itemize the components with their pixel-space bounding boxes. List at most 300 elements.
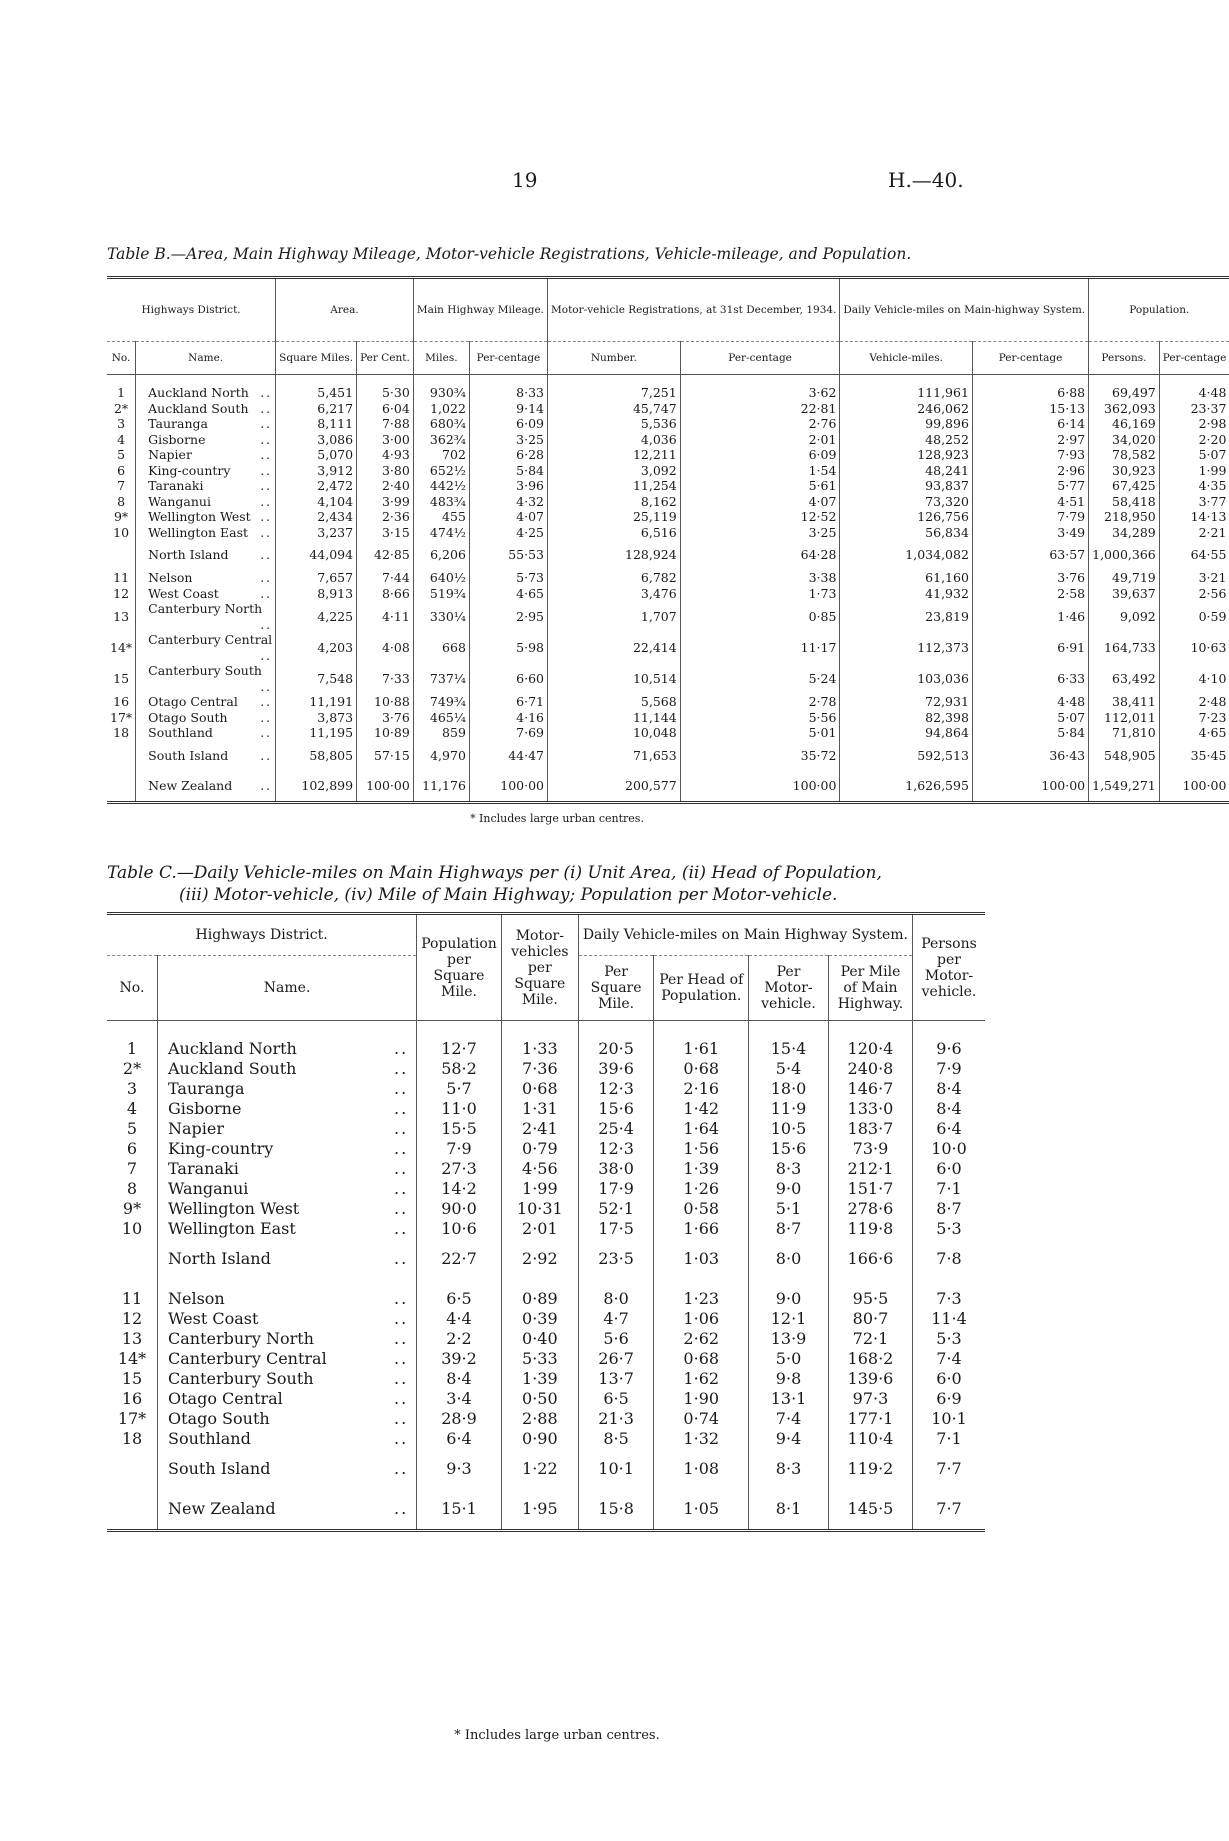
row-number: 5 xyxy=(117,447,126,462)
cell-mi: 640½ xyxy=(413,570,469,586)
district-name: Auckland South xyxy=(148,400,249,416)
cell-d: 1·61 xyxy=(654,1021,749,1060)
cell-mi: 455 xyxy=(413,509,469,525)
district-name-cell xyxy=(158,1059,417,1079)
cell-mpc: 6·28 xyxy=(469,447,547,463)
leader-dots: .. xyxy=(260,416,273,431)
table-b xyxy=(107,276,1229,804)
district-name: South Island xyxy=(148,747,229,763)
district-name-cell xyxy=(158,1389,417,1409)
cell-ppc: 14·13 xyxy=(1159,509,1229,525)
cell-pc: 4·93 xyxy=(357,447,414,463)
cell-reg: 10,514 xyxy=(548,663,681,694)
cell-reg: 3,092 xyxy=(548,463,681,479)
spacer-cell xyxy=(578,1279,654,1289)
leader-dots: .. xyxy=(394,1309,409,1328)
cell-pop: 46,169 xyxy=(1089,416,1160,432)
district-name: Southland xyxy=(148,725,213,740)
cell-d: 1·06 xyxy=(654,1309,749,1329)
row-number: 5 xyxy=(126,1119,138,1138)
cell-c: 23·5 xyxy=(578,1239,654,1279)
district-name-cell xyxy=(136,741,276,771)
cell-ppc: 2·98 xyxy=(1159,416,1229,432)
cell-e: 5·1 xyxy=(749,1199,829,1219)
cell-ppc: 35·45 xyxy=(1159,741,1229,771)
cell-sq: 44,094 xyxy=(276,540,357,570)
district-name: Canterbury South xyxy=(168,1369,314,1388)
leader-dots: .. xyxy=(260,547,273,563)
cell-c: 10·1 xyxy=(578,1449,654,1489)
cell-pc: 4·08 xyxy=(357,632,414,663)
district-name: New Zealand xyxy=(148,777,233,793)
row-number: 7 xyxy=(117,478,126,493)
tb-header-mile-pct: Per-centage xyxy=(469,342,547,375)
tc-header-daily: Daily Vehicle-miles on Main Highway System. xyxy=(578,914,912,956)
row-number: 4 xyxy=(117,431,126,447)
cell-ppc: 2·21 xyxy=(1159,525,1229,541)
district-name-cell xyxy=(136,586,276,602)
leader-dots: .. xyxy=(260,493,273,509)
cell-mpc: 8·33 xyxy=(469,375,547,401)
cell-vm: 56,834 xyxy=(840,525,973,541)
cell-g: 8·4 xyxy=(913,1079,986,1099)
cell-a: 90·0 xyxy=(417,1199,502,1219)
cell-rpc: 3·25 xyxy=(680,525,840,541)
cell-vpc: 36·43 xyxy=(972,741,1088,771)
tb-header-registrations: Motor-vehicle Registrations, at 31st December, 1934. xyxy=(548,278,840,342)
cell-pop: 39,637 xyxy=(1089,586,1160,602)
table-row xyxy=(107,632,1229,663)
cell-ppc: 3·77 xyxy=(1159,494,1229,510)
cell-rpc: 1·54 xyxy=(680,463,840,479)
cell-sq: 8,111 xyxy=(276,416,357,432)
district-name-cell xyxy=(136,540,276,570)
cell-e: 11·9 xyxy=(749,1099,829,1119)
leader-dots: .. xyxy=(394,1179,409,1198)
cell-vpc: 5·84 xyxy=(972,725,1088,741)
cell-f: 212·1 xyxy=(828,1159,912,1179)
cell-rpc: 5·61 xyxy=(680,478,840,494)
cell-mpc: 7·69 xyxy=(469,725,547,741)
cell-ppc: 2·20 xyxy=(1159,432,1229,448)
cell-pc: 3·76 xyxy=(357,710,414,726)
cell-mi: 680¾ xyxy=(413,416,469,432)
cell-pc: 10·88 xyxy=(357,694,414,710)
district-name: Napier xyxy=(168,1119,225,1138)
cell-pc: 7·88 xyxy=(357,416,414,432)
district-name: Otago South xyxy=(168,1409,270,1428)
subtotal-row-north xyxy=(107,540,1229,570)
district-name: Southland xyxy=(168,1429,251,1448)
cell-vpc: 7·93 xyxy=(972,447,1088,463)
district-name-cell xyxy=(158,1119,417,1139)
cell-vpc: 1·46 xyxy=(972,601,1088,632)
cell-reg: 6,516 xyxy=(548,525,681,541)
district-name: Nelson xyxy=(168,1289,225,1308)
district-name: Nelson xyxy=(148,570,193,585)
cell-rpc: 64·28 xyxy=(680,540,840,570)
row-number: 1 xyxy=(117,385,126,400)
cell-sq: 7,548 xyxy=(276,663,357,694)
cell-g: 6·9 xyxy=(913,1389,986,1409)
district-name-cell xyxy=(158,1309,417,1329)
district-name-cell xyxy=(136,525,276,541)
leader-dots: .. xyxy=(394,1409,409,1428)
cell-mi: 483¾ xyxy=(413,494,469,510)
cell-mpc: 9·14 xyxy=(469,401,547,417)
cell-pop: 49,719 xyxy=(1089,570,1160,586)
cell-a: 58·2 xyxy=(417,1059,502,1079)
cell-g: 10·1 xyxy=(913,1409,986,1429)
cell-f: 95·5 xyxy=(828,1289,912,1309)
table-row xyxy=(107,1059,985,1079)
district-name: Taranaki xyxy=(148,478,204,493)
cell-a: 28·9 xyxy=(417,1409,502,1429)
district-name: Canterbury Central xyxy=(148,632,273,647)
row-number: 17* xyxy=(110,709,133,725)
cell-vpc: 3·76 xyxy=(972,570,1088,586)
cell-d: 1·66 xyxy=(654,1219,749,1239)
cell-c: 8·0 xyxy=(578,1289,654,1309)
cell-f: 120·4 xyxy=(828,1021,912,1060)
cell-mpc: 6·71 xyxy=(469,694,547,710)
district-name: Wellington East xyxy=(148,524,249,540)
spacer-cell xyxy=(913,1279,986,1289)
cell-pop: 69,497 xyxy=(1089,375,1160,401)
district-name: Napier xyxy=(148,447,192,462)
district-name-cell xyxy=(158,1159,417,1179)
cell-rpc: 35·72 xyxy=(680,741,840,771)
cell-mpc: 3·25 xyxy=(469,432,547,448)
cell-pc: 100·00 xyxy=(357,771,414,803)
cell-vm: 111,961 xyxy=(840,375,973,401)
cell-pop: 164,733 xyxy=(1089,632,1160,663)
cell-vpc: 5·77 xyxy=(972,478,1088,494)
district-name-cell xyxy=(158,1099,417,1119)
tc-header-pop-per-sq: Population per Square Mile. xyxy=(417,914,502,1021)
district-name: South Island xyxy=(168,1459,271,1478)
page-number: 19 xyxy=(512,168,538,192)
cell-g: 7·7 xyxy=(913,1449,986,1489)
table-row xyxy=(107,447,1229,463)
cell-d: 1·42 xyxy=(654,1099,749,1119)
cell-e: 8·7 xyxy=(749,1219,829,1239)
table-c-caption-line1: Table C.—Daily Vehicle-miles on Main Highways per (i) Unit Area, (ii) Head of Population, xyxy=(107,863,882,883)
cell-rpc: 4·07 xyxy=(680,494,840,510)
row-number: 8 xyxy=(126,1179,138,1198)
cell-vm: 99,896 xyxy=(840,416,973,432)
cell-d: 0·68 xyxy=(654,1059,749,1079)
cell-vpc: 6·33 xyxy=(972,663,1088,694)
row-number xyxy=(107,540,136,570)
cell-vpc: 5·07 xyxy=(972,710,1088,726)
leader-dots: .. xyxy=(394,1389,409,1408)
table-row xyxy=(107,401,1229,417)
tb-header-no: No. xyxy=(107,342,136,375)
cell-reg: 6,782 xyxy=(548,570,681,586)
cell-ppc: 64·55 xyxy=(1159,540,1229,570)
cell-f: 97·3 xyxy=(828,1389,912,1409)
district-name-cell xyxy=(158,1409,417,1429)
cell-vm: 48,241 xyxy=(840,463,973,479)
district-name: King-country xyxy=(168,1139,274,1158)
cell-vm: 93,837 xyxy=(840,478,973,494)
tc-header-per-head: Per Head of Population. xyxy=(654,956,749,1021)
row-number: 16 xyxy=(121,1389,143,1408)
cell-c: 52·1 xyxy=(578,1199,654,1219)
cell-a: 2·2 xyxy=(417,1329,502,1349)
cell-a: 11·0 xyxy=(417,1099,502,1119)
cell-b: 0·89 xyxy=(501,1289,578,1309)
district-name: Canterbury Central xyxy=(168,1349,327,1368)
row-number: 3 xyxy=(117,416,126,431)
cell-sq: 3,873 xyxy=(276,710,357,726)
cell-g: 7·9 xyxy=(913,1059,986,1079)
cell-rpc: 11·17 xyxy=(680,632,840,663)
district-name: Canterbury North xyxy=(168,1329,314,1348)
cell-mi: 749¾ xyxy=(413,694,469,710)
district-name-cell xyxy=(158,1021,417,1060)
table-row xyxy=(107,1409,985,1429)
cell-g: 11·4 xyxy=(913,1309,986,1329)
cell-f: 183·7 xyxy=(828,1119,912,1139)
subtotal-row-south xyxy=(107,741,1229,771)
cell-pc: 3·80 xyxy=(357,463,414,479)
cell-a: 39·2 xyxy=(417,1349,502,1369)
cell-mi: 519¾ xyxy=(413,586,469,602)
leader-dots: .. xyxy=(260,478,273,493)
cell-ppc: 4·65 xyxy=(1159,725,1229,741)
table-c-body xyxy=(107,1021,985,1531)
cell-mpc: 5·73 xyxy=(469,570,547,586)
cell-c: 12·3 xyxy=(578,1139,654,1159)
cell-reg: 22,414 xyxy=(548,632,681,663)
row-number: 18 xyxy=(113,725,130,740)
cell-pc: 6·04 xyxy=(357,401,414,417)
cell-g: 7·7 xyxy=(913,1489,986,1531)
cell-g: 7·1 xyxy=(913,1429,986,1449)
cell-c: 12·3 xyxy=(578,1079,654,1099)
leader-dots: .. xyxy=(260,524,273,540)
row-number: 15 xyxy=(121,1369,143,1388)
district-name-cell xyxy=(136,509,276,525)
cell-g: 6·4 xyxy=(913,1119,986,1139)
row-number: 14* xyxy=(117,1349,147,1368)
cell-reg: 5,536 xyxy=(548,416,681,432)
row-number: 8 xyxy=(117,493,126,509)
cell-e: 10·5 xyxy=(749,1119,829,1139)
cell-c: 26·7 xyxy=(578,1349,654,1369)
cell-b: 2·01 xyxy=(501,1219,578,1239)
cell-d: 1·90 xyxy=(654,1389,749,1409)
cell-ppc: 5·07 xyxy=(1159,447,1229,463)
cell-e: 9·0 xyxy=(749,1289,829,1309)
cell-vm: 103,036 xyxy=(840,663,973,694)
spacer-cell xyxy=(158,1279,417,1289)
cell-d: 0·68 xyxy=(654,1349,749,1369)
cell-pc: 2·40 xyxy=(357,478,414,494)
cell-mpc: 4·25 xyxy=(469,525,547,541)
row-number: 3 xyxy=(126,1079,138,1098)
row-number: 10 xyxy=(121,1219,143,1238)
cell-mpc: 6·09 xyxy=(469,416,547,432)
cell-mi: 465¼ xyxy=(413,710,469,726)
cell-ppc: 4·48 xyxy=(1159,375,1229,401)
district-name-cell xyxy=(158,1219,417,1239)
cell-e: 8·0 xyxy=(749,1239,829,1279)
cell-b: 0·50 xyxy=(501,1389,578,1409)
cell-g: 6·0 xyxy=(913,1159,986,1179)
cell-mpc: 100·00 xyxy=(469,771,547,803)
cell-c: 21·3 xyxy=(578,1409,654,1429)
district-name-cell xyxy=(136,601,276,632)
cell-g: 7·3 xyxy=(913,1289,986,1309)
cell-ppc: 7·23 xyxy=(1159,710,1229,726)
leader-dots: .. xyxy=(394,1079,409,1098)
table-row xyxy=(107,494,1229,510)
leader-dots: .. xyxy=(394,1159,409,1178)
district-name-cell xyxy=(158,1349,417,1369)
cell-b: 0·39 xyxy=(501,1309,578,1329)
cell-mi: 362¾ xyxy=(413,432,469,448)
cell-d: 0·74 xyxy=(654,1409,749,1429)
cell-b: 0·90 xyxy=(501,1429,578,1449)
spacer-cell xyxy=(107,1279,158,1289)
cell-g: 5·3 xyxy=(913,1329,986,1349)
cell-sq: 11,191 xyxy=(276,694,357,710)
cell-mi: 442½ xyxy=(413,478,469,494)
table-row xyxy=(107,1099,985,1119)
table-row xyxy=(107,725,1229,741)
cell-e: 15·4 xyxy=(749,1021,829,1060)
leader-dots: .. xyxy=(394,1199,409,1218)
cell-reg: 3,476 xyxy=(548,586,681,602)
cell-vm: 72,931 xyxy=(840,694,973,710)
tb-header-sq-miles: Square Miles. xyxy=(276,342,357,375)
district-name-cell xyxy=(158,1329,417,1349)
table-row xyxy=(107,478,1229,494)
cell-d: 2·16 xyxy=(654,1079,749,1099)
leader-dots: .. xyxy=(394,1099,409,1118)
table-row xyxy=(107,416,1229,432)
cell-pc: 3·15 xyxy=(357,525,414,541)
cell-pop: 34,020 xyxy=(1089,432,1160,448)
cell-a: 15·1 xyxy=(417,1489,502,1531)
cell-c: 39·6 xyxy=(578,1059,654,1079)
cell-f: 278·6 xyxy=(828,1199,912,1219)
table-row xyxy=(107,1119,985,1139)
cell-g: 6·0 xyxy=(913,1369,986,1389)
leader-dots: .. xyxy=(260,462,273,478)
cell-ppc: 23·37 xyxy=(1159,401,1229,417)
cell-vpc: 63·57 xyxy=(972,540,1088,570)
district-name: Otago South xyxy=(148,709,228,725)
cell-b: 1·31 xyxy=(501,1099,578,1119)
cell-vm: 48,252 xyxy=(840,432,973,448)
cell-b: 1·95 xyxy=(501,1489,578,1531)
tb-header-number: Number. xyxy=(548,342,681,375)
district-name: Wellington West xyxy=(148,509,251,524)
row-number: 13 xyxy=(121,1329,143,1348)
cell-sq: 8,913 xyxy=(276,586,357,602)
cell-vm: 1,626,595 xyxy=(840,771,973,803)
cell-sq: 4,225 xyxy=(276,601,357,632)
cell-f: 145·5 xyxy=(828,1489,912,1531)
cell-b: 1·99 xyxy=(501,1179,578,1199)
district-name: King-country xyxy=(148,462,231,478)
table-row xyxy=(107,509,1229,525)
leader-dots: .. xyxy=(394,1119,409,1138)
table-row xyxy=(107,525,1229,541)
cell-b: 0·79 xyxy=(501,1139,578,1159)
district-name: Wanganui xyxy=(168,1179,249,1198)
cell-rpc: 5·56 xyxy=(680,710,840,726)
row-number: 9* xyxy=(113,509,129,524)
district-name: North Island xyxy=(168,1249,271,1268)
cell-c: 17·9 xyxy=(578,1179,654,1199)
district-name: Wanganui xyxy=(148,493,211,509)
cell-ppc: 10·63 xyxy=(1159,632,1229,663)
cell-c: 17·5 xyxy=(578,1219,654,1239)
district-name: West Coast xyxy=(168,1309,259,1328)
cell-pc: 42·85 xyxy=(357,540,414,570)
row-number: 4 xyxy=(126,1099,138,1118)
cell-f: 166·6 xyxy=(828,1239,912,1279)
table-row xyxy=(107,1179,985,1199)
spacer-cell xyxy=(749,1279,829,1289)
district-name-cell xyxy=(136,447,276,463)
table-row xyxy=(107,432,1229,448)
district-name: Otago Central xyxy=(148,694,238,709)
cell-vpc: 4·51 xyxy=(972,494,1088,510)
district-name-cell xyxy=(158,1489,417,1531)
cell-vm: 246,062 xyxy=(840,401,973,417)
leader-dots: .. xyxy=(394,1349,409,1368)
cell-b: 2·41 xyxy=(501,1119,578,1139)
cell-sq: 11,195 xyxy=(276,725,357,741)
cell-e: 9·4 xyxy=(749,1429,829,1449)
cell-g: 7·8 xyxy=(913,1239,986,1279)
district-name-cell xyxy=(136,401,276,417)
district-name-cell xyxy=(136,663,276,694)
cell-vm: 112,373 xyxy=(840,632,973,663)
cell-ppc: 4·35 xyxy=(1159,478,1229,494)
row-number: 10 xyxy=(113,524,130,540)
cell-pop: 38,411 xyxy=(1089,694,1160,710)
cell-a: 6·4 xyxy=(417,1429,502,1449)
table-c-footnote: * Includes large urban centres. xyxy=(454,1728,660,1743)
district-name: Wellington West xyxy=(168,1199,300,1218)
cell-sq: 4,104 xyxy=(276,494,357,510)
table-row xyxy=(107,663,1229,694)
cell-a: 9·3 xyxy=(417,1449,502,1489)
cell-ppc: 1·99 xyxy=(1159,463,1229,479)
cell-b: 4·56 xyxy=(501,1159,578,1179)
cell-vpc: 2·58 xyxy=(972,586,1088,602)
cell-d: 2·62 xyxy=(654,1329,749,1349)
leader-dots: .. xyxy=(394,1139,409,1158)
table-c-caption-line2: (iii) Motor-vehicle, (iv) Mile of Main Highway; Population per Motor-vehicle. xyxy=(179,885,838,905)
district-name: Otago Central xyxy=(168,1389,283,1408)
cell-f: 119·2 xyxy=(828,1449,912,1489)
district-name: Auckland North xyxy=(148,385,249,400)
cell-pop: 30,923 xyxy=(1089,463,1160,479)
district-name-cell xyxy=(136,725,276,741)
table-row xyxy=(107,1139,985,1159)
cell-d: 1·08 xyxy=(654,1449,749,1489)
row-number xyxy=(107,1239,158,1279)
cell-vm: 82,398 xyxy=(840,710,973,726)
